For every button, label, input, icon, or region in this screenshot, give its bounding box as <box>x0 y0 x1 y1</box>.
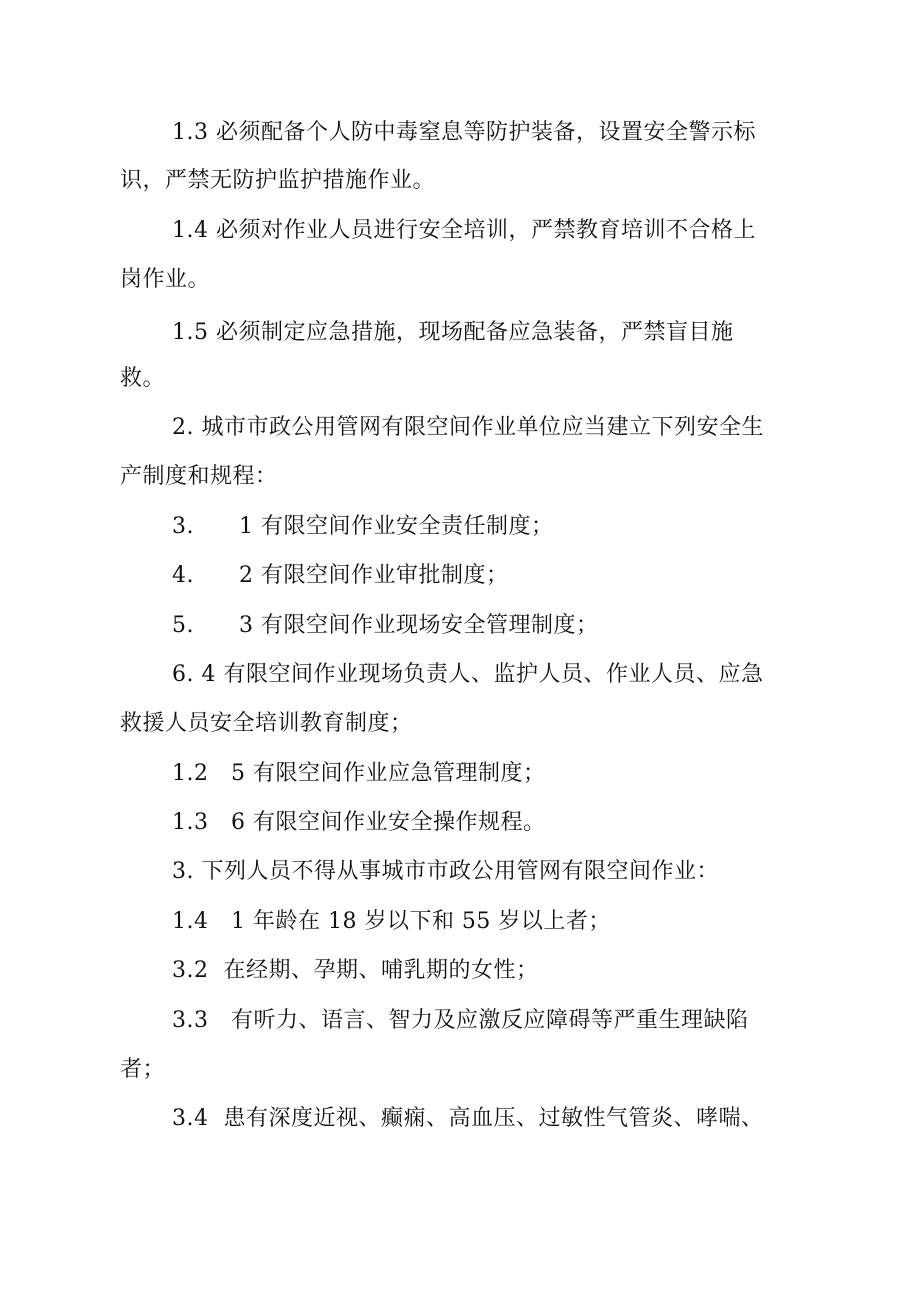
paragraph-line: 6. 4 有限空间作业现场负责人、监护人员、作业人员、应急 <box>172 662 764 687</box>
paragraph-line: 识，严禁无防护监护措施作业。 <box>120 168 436 193</box>
paragraph-line: 3.4 患有深度近视、癫痫、高血压、过敏性气管炎、哮喘、 <box>172 1106 764 1131</box>
paragraph-line: 1.4 1 年龄在 18 岁以下和 55 岁以上者； <box>172 909 611 934</box>
paragraph-line: 者； <box>120 1057 166 1082</box>
paragraph-line: 1.3 必须配备个人防中毒窒息等防护装备，设置安全警示标 <box>172 120 756 145</box>
paragraph-line: 3.2 在经期、孕期、哺乳期的女性； <box>172 958 539 983</box>
paragraph-line: 1.5 必须制定应急措施，现场配备应急装备，严禁盲目施 <box>172 320 734 345</box>
paragraph-line: 3.3 有听力、语言、智力及应激反应障碍等严重生理缺陷 <box>172 1008 749 1033</box>
paragraph-line: 2. 城市市政公用管网有限空间作业单位应当建立下列安全生 <box>172 415 764 440</box>
paragraph-line: 1.4 必须对作业人员进行安全培训，严禁教育培训不合格上 <box>172 218 756 243</box>
paragraph-line: 5. 3 有限空间作业现场安全管理制度； <box>172 613 599 638</box>
paragraph-line: 3. 1 有限空间作业安全责任制度； <box>172 514 554 539</box>
paragraph-line: 4. 2 有限空间作业审批制度； <box>172 563 509 588</box>
paragraph-line: 救。 <box>120 366 166 391</box>
paragraph-line: 1.2 5 有限空间作业应急管理制度； <box>172 761 546 786</box>
paragraph-line: 救援人员安全培训教育制度； <box>120 711 413 736</box>
paragraph-line: 产制度和规程： <box>120 464 278 489</box>
paragraph-line: 岗作业。 <box>120 267 211 292</box>
paragraph-line: 3. 下列人员不得从事城市市政公用管网有限空间作业： <box>172 859 719 884</box>
paragraph-line: 1.3 6 有限空间作业安全操作规程。 <box>172 810 546 835</box>
